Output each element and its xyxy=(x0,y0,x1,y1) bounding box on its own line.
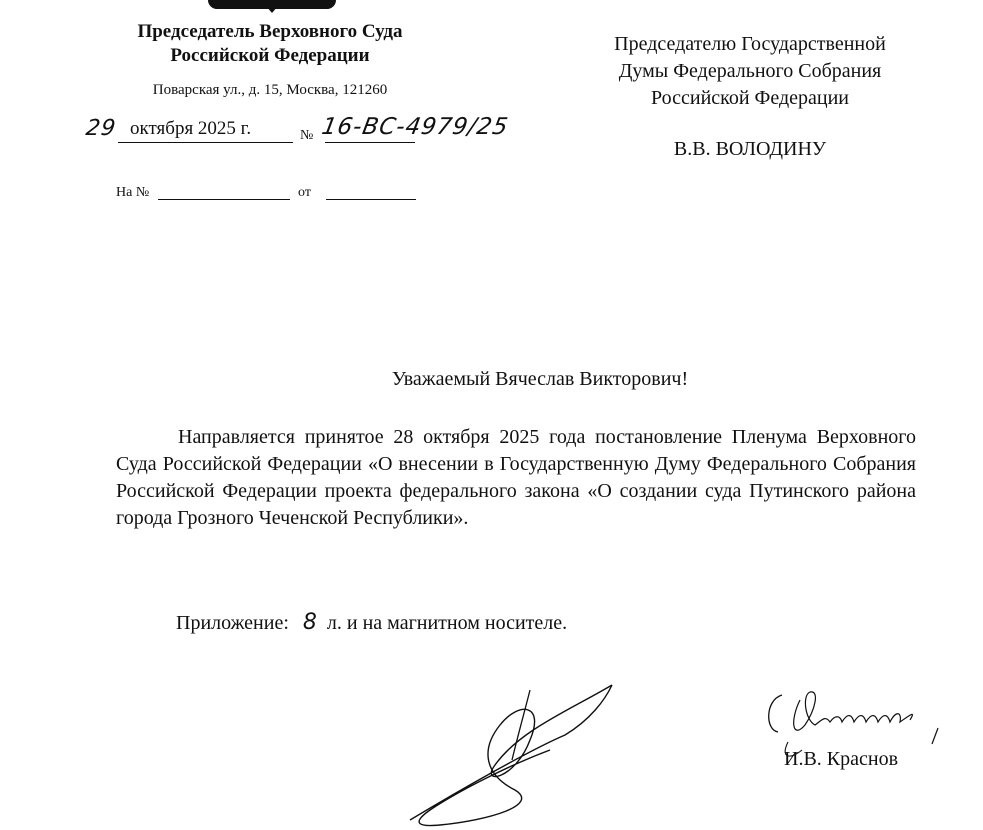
recipient-name: В.В. ВОЛОДИНУ xyxy=(673,138,827,160)
recipient-line2: Думы Федерального Собрания xyxy=(618,60,882,82)
date-underline xyxy=(118,142,293,143)
recipient-line3: Российской Федерации xyxy=(650,87,850,109)
sender-title xyxy=(90,20,450,68)
signature-icon xyxy=(400,680,620,830)
appendix-rest: л. и на магнитном носителе. xyxy=(326,612,568,634)
outgoing-number-handwritten: 16-ВС-4979/25 xyxy=(319,114,511,140)
reference-number-label: На № xyxy=(116,185,150,200)
date-day-handwritten: 29 xyxy=(84,116,118,141)
appendix-line xyxy=(176,610,567,635)
appendix-label: Приложение: xyxy=(176,612,289,634)
sender-address: Поварская ул., д. 15, Москва, 121260 xyxy=(152,82,388,98)
signer-name: И.В. Краснов xyxy=(784,748,899,770)
reference-date-blank xyxy=(326,199,416,200)
reference-date-label: от xyxy=(298,185,311,200)
number-sign: № xyxy=(300,128,314,143)
salutation: Уважаемый Вячеслав Викторович! xyxy=(391,368,689,390)
emblem-tip-icon xyxy=(266,6,278,13)
recipient-block xyxy=(570,31,930,112)
reference-number-blank xyxy=(158,199,290,200)
sender-title-line2: Российской Федерации xyxy=(170,45,370,66)
body-paragraph: Направляется принятое 28 октября 2025 года постановление Пленума Верховного Суда Российской Федерации «О внесении в Государственную Думу Федерального Собрания Российской Федерации проекта федерального закона «О создании суда Путинского района города Грозного Чеченской Республики». xyxy=(116,426,916,529)
recipient-line1: Председателю Государственной xyxy=(614,33,886,55)
number-underline xyxy=(325,142,415,143)
appendix-pages-handwritten: 8 xyxy=(302,610,317,635)
sender-title-line1: Председатель Верховного Суда xyxy=(137,21,403,42)
date-printed: октября 2025 г. xyxy=(130,118,252,139)
